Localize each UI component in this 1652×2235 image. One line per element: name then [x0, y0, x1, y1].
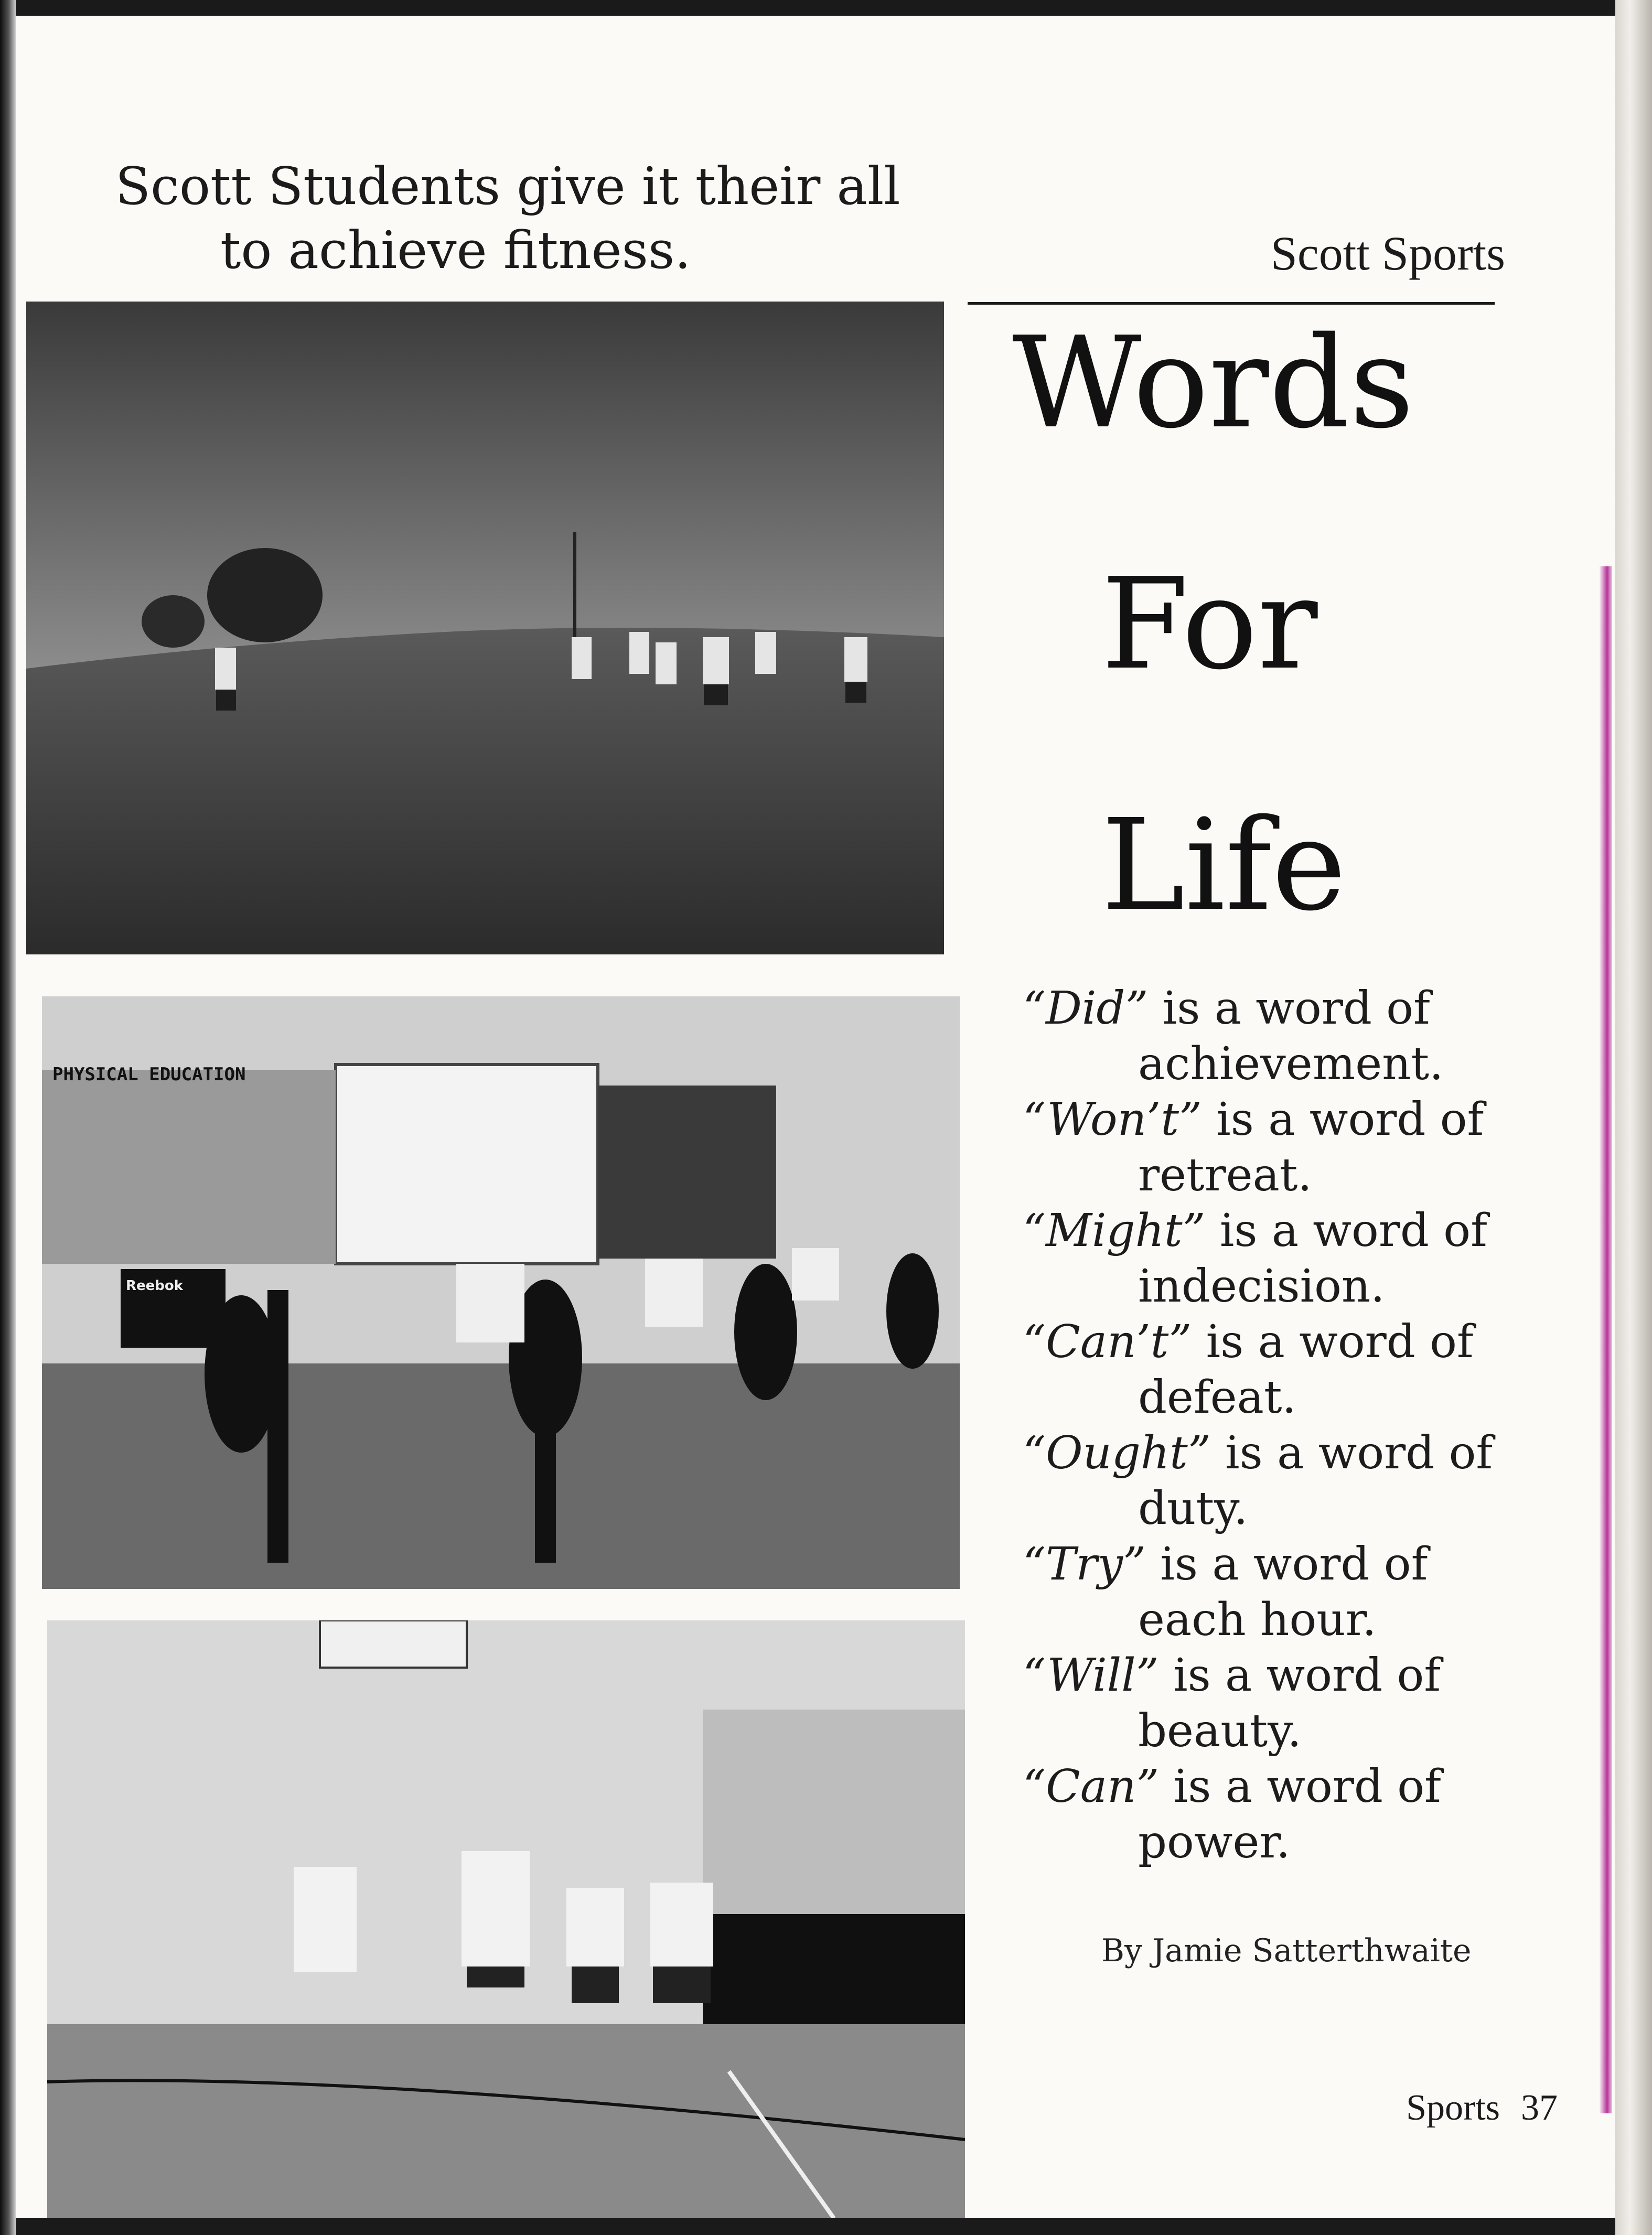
- poem-text: is a word of: [1158, 1649, 1441, 1702]
- poem-keyword: “Will”: [1023, 1649, 1159, 1702]
- poem-line: [1023, 1203, 1547, 1259]
- poem-line-tail: duty.: [1138, 1482, 1248, 1535]
- poem-keyword: “Can’t”: [1023, 1316, 1192, 1368]
- folio-page-number: 37: [1521, 2088, 1558, 2128]
- poem-line: [1023, 1092, 1547, 1147]
- poem-stanza: [1023, 1314, 1547, 1425]
- caption-line-1: Scott Students give it their all: [115, 157, 900, 217]
- poem-stanza: [1023, 1759, 1547, 1870]
- section-rule: [968, 302, 1495, 305]
- poem-stanza: [1023, 1648, 1547, 1759]
- title-word-1: Words: [1012, 309, 1414, 456]
- poem-text: is a word of: [1205, 1205, 1487, 1257]
- photo-outdoor-field: [26, 302, 944, 954]
- poem-line-tail: defeat.: [1138, 1371, 1296, 1424]
- poem-line: [1023, 1425, 1547, 1481]
- poem-stanza: [1023, 1425, 1547, 1536]
- poem-line: [1023, 981, 1547, 1036]
- poem-line-tail: indecision.: [1138, 1260, 1385, 1313]
- poem-keyword: “Can”: [1023, 1760, 1160, 1813]
- poem-stanza: [1023, 1092, 1547, 1203]
- byline: By Jamie Satterthwaite: [1101, 1932, 1472, 1969]
- poem-stanza: [1023, 981, 1547, 1092]
- poem-keyword: “Might”: [1023, 1205, 1206, 1257]
- spine-accent: [1600, 566, 1612, 2113]
- photo-rowing-machines: [42, 996, 960, 1589]
- poem-line: [1023, 1648, 1547, 1703]
- poem-line: [1023, 1314, 1547, 1370]
- poem-stanza: [1023, 1536, 1547, 1648]
- poem-keyword: “Try”: [1023, 1538, 1146, 1591]
- poem-line-tail: achievement.: [1138, 1038, 1444, 1090]
- title-word-2: For: [1101, 551, 1318, 697]
- poem-line-tail: power.: [1138, 1816, 1291, 1868]
- poem-keyword: “Ought”: [1023, 1427, 1211, 1479]
- poem-line: [1023, 1536, 1547, 1592]
- poem-text: is a word of: [1159, 1760, 1441, 1813]
- poem-text: is a word of: [1202, 1093, 1484, 1146]
- poem-line: [1023, 1759, 1547, 1814]
- shirt-logo: Reebok: [126, 1278, 184, 1294]
- poem-keyword: “Did”: [1023, 982, 1149, 1035]
- poem-text: is a word of: [1210, 1427, 1493, 1479]
- poem-text: is a word of: [1146, 1538, 1428, 1591]
- poem-text: is a word of: [1192, 1316, 1474, 1368]
- section-label: Scott Sports: [1270, 227, 1505, 280]
- scan-left-edge: [0, 0, 16, 2235]
- poem-keyword: “Won’t”: [1023, 1093, 1202, 1146]
- photo-gymnasium: [47, 1620, 965, 2218]
- poem-line-tail: retreat.: [1138, 1149, 1312, 1201]
- page-folio: [1348, 2087, 1558, 2129]
- poem-text: is a word of: [1148, 982, 1430, 1035]
- poem-line-tail: beauty.: [1138, 1705, 1302, 1757]
- photo-caption: [115, 155, 954, 283]
- poem-line-tail: each hour.: [1138, 1594, 1377, 1646]
- scan-right-edge: [1615, 0, 1652, 2235]
- yearbook-page: [16, 16, 1615, 2218]
- caption-line-2: to achieve fitness.: [220, 221, 691, 281]
- poem: [1023, 981, 1547, 1870]
- title-word-3: Life: [1101, 792, 1346, 939]
- poem-stanza: [1023, 1203, 1547, 1314]
- sign-physical-education: PHYSICAL EDUCATION: [52, 1064, 246, 1085]
- folio-section: Sports: [1406, 2088, 1500, 2128]
